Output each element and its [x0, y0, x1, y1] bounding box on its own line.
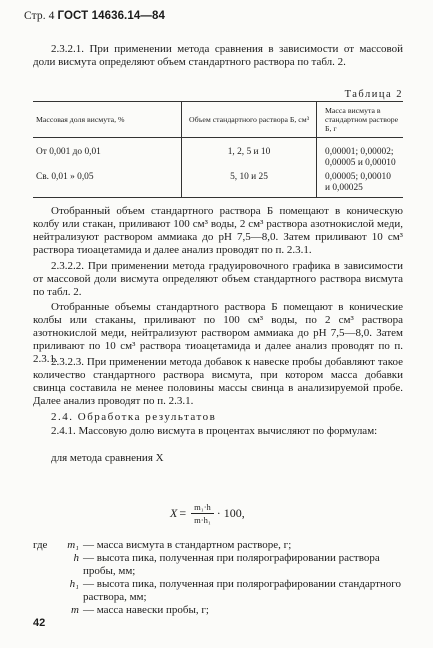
variable-definitions — [33, 539, 411, 618]
page-label: Стр. 4 — [24, 10, 55, 22]
paragraph-2-4-1: 2.4.1. Массовую долю висмута в процентах вычисляют по формулам: — [51, 425, 378, 437]
definition-text: — масса висмута в стандартном растворе, г; — [83, 539, 292, 551]
table-cell-volume: 1, 2, 5 и 10 — [182, 138, 317, 171]
table-cell-mass-line: 0,00001; 0,00002; — [325, 147, 394, 157]
table-header-standard-volume: Объем стандартного раствора Б, см³ — [182, 102, 317, 138]
formula-x — [170, 502, 245, 525]
table-cell-mass-line: 0,00005 и 0,00010 — [325, 157, 396, 168]
table-cell-mass — [317, 138, 404, 171]
table-cell-mass-line: и 0,00025 — [325, 182, 363, 193]
paragraph-standard-volumes: Отобранные объемы стандартного раствора Б помещают в конические колбы или стаканы, приливают по 100 см³ воды, по 2 см³ раствора азотнокислой меди, нейтрализуют раствором аммиака до pH 7,5—8,0. Затем приливают по 10 см³ раствора тиоацетамида и далее анализ проводят по п. 2.3.1. — [33, 301, 403, 366]
definition-text: — высота пика, полученная при полярографировании раствора пробы, мм; — [83, 552, 380, 578]
paragraph-standard-solution-b: Отобранный объем стандартного раствора Б помещают в коническую колбу или стакан, приливают 100 см³ воды, 2 см³ раствора азотнокислой меди, нейтрализуют раствором аммиака до pH 7,5—8,0. Затем приливают 10 см³ раствора тиоацетамида и далее анализ проводят по п. 2.3.1. — [33, 205, 403, 257]
page-header — [24, 10, 165, 22]
definition-text: — масса навески пробы, г; — [83, 604, 209, 617]
paragraph-comparison-method: для метода сравнения X — [51, 452, 164, 464]
table-2 — [33, 101, 403, 198]
formula-lhs: X — [170, 506, 178, 520]
formula-numerator: m₁·h — [191, 502, 214, 514]
definition-item — [33, 552, 411, 578]
table-header-bismuth-fraction: Массовая доля висмута, % — [33, 102, 182, 138]
definition-symbol: m — [71, 604, 79, 617]
definition-symbol: h₁ — [69, 578, 79, 591]
table-cell-volume: 5, 10 и 25 — [182, 170, 317, 198]
table-cell-fraction: От 0,001 до 0,01 — [36, 147, 101, 157]
formula-equals: = — [179, 506, 187, 520]
table-cell-mass — [317, 170, 404, 198]
table-row — [33, 138, 403, 171]
definition-symbol: h — [73, 552, 79, 565]
paragraph-2-3-2-2: 2.3.2.2. При применении метода градуировочного графика в зависимости от массовой доли висмута определяют объем стандартного раствора висмута по табл. 2. — [33, 260, 403, 299]
formula-multiplier: · 100, — [216, 506, 245, 520]
paragraph-2-3-2-1: 2.3.2.1. При применении метода сравнения в зависимости от массовой доли висмута определяют объем стандартного раствора по табл. 2. — [33, 43, 403, 69]
definition-item — [33, 604, 411, 617]
table-cell-mass-line: 0,00005; 0,00010 — [325, 172, 391, 182]
table-caption: Таблица 2 — [344, 89, 403, 100]
table-cell-fraction: Св. 0,01 » 0,05 — [36, 172, 94, 182]
formula-denominator: m·h₁ — [194, 515, 211, 525]
definition-text: — высота пика, полученная при полярографировании стандартного раствора, мм; — [83, 578, 402, 604]
definition-item — [33, 539, 411, 552]
definition-symbol: m₁ — [67, 539, 79, 551]
definition-item — [33, 578, 411, 604]
section-heading-2-4: 2.4. Обработка результатов — [51, 411, 217, 423]
paragraph-2-3-2-3: 2.3.2.3. При применении метода добавок к навеске пробы добавляют такое количество стандартного раствора висмута, при котором масса добавки свинца составила не менее половины массы свинца в анализируемой пробе. Далее анализ проводят по п. 2.3.1. — [33, 356, 403, 408]
table-header-bismuth-mass: Масса висмута в стандартном растворе Б, г — [317, 102, 404, 138]
page-number: 42 — [33, 617, 46, 629]
standard-number: ГОСТ 14636.14—84 — [57, 10, 165, 22]
where-label: где — [33, 539, 48, 551]
table-row — [33, 170, 403, 198]
formula-fraction — [191, 502, 214, 525]
